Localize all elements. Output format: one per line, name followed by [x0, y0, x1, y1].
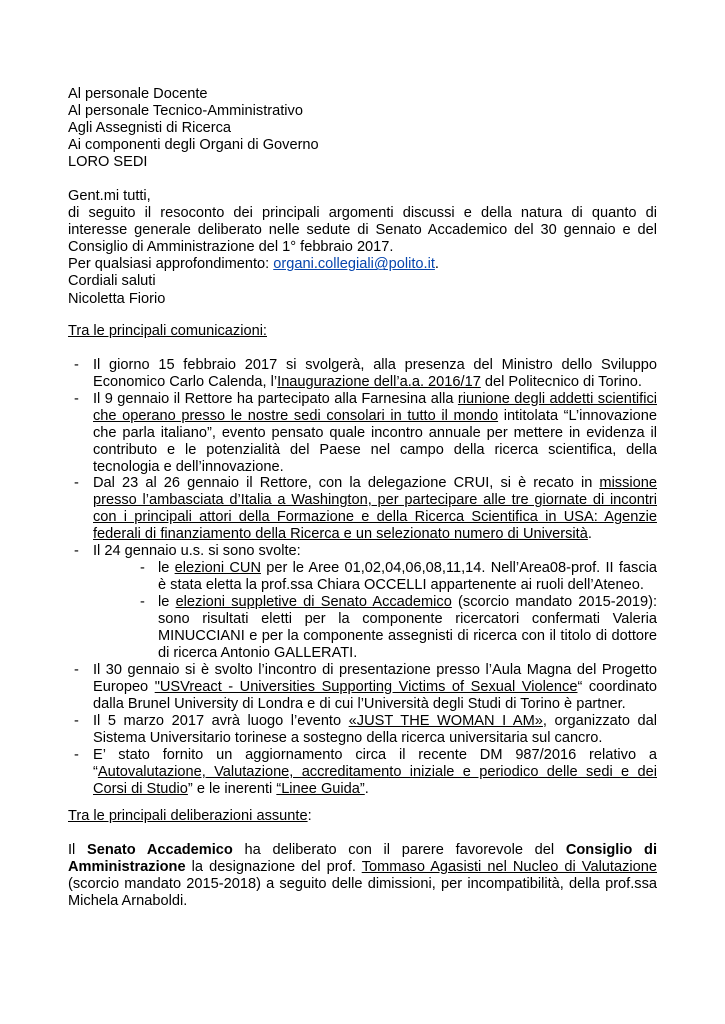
text-run-underlined: con i principali attori della Formazione e della Ricerca Scientifica in USA: Agenzie	[93, 509, 657, 526]
item-line: Il giorno 15 febbraio 2017 si svolgerà, alla presenza del Ministro dello Sviluppo	[93, 357, 657, 373]
bullet-dash: -	[74, 543, 79, 559]
contact-suffix: .	[434, 256, 439, 273]
intro-block	[68, 188, 657, 308]
text-run: “	[93, 764, 98, 781]
text-run-underlined: riunione degli addetti scientifici	[457, 391, 657, 407]
intro-line: di seguito il resoconto dei principali argomenti discussi e della natura di quanto di	[68, 205, 657, 222]
text-run: intitolata “L’innovazione	[498, 408, 657, 425]
final-paragraph	[68, 842, 657, 910]
intro-line: interesse generale deliberato nelle sedute di Senato Accademico del 30 gennaio e del	[68, 222, 657, 239]
item-line	[93, 679, 657, 696]
closing: Cordiali saluti	[68, 273, 156, 290]
paragraph-line: Michela Arnaboldi.	[68, 893, 188, 910]
delib-heading	[68, 808, 657, 825]
comms-heading	[68, 323, 657, 340]
bullet-dash: -	[74, 391, 79, 407]
list-item	[93, 357, 657, 391]
bullet-dash: -	[74, 747, 79, 763]
item-line: MINUCCIANI e per la componente assegnisti di ricerca con il titolo di dottore	[158, 628, 657, 645]
list-item	[93, 713, 657, 747]
list-item	[93, 391, 657, 476]
recipient-line: Al personale Docente	[68, 86, 208, 102]
delib-heading-text: Tra le principali deliberazioni assunte	[68, 808, 308, 824]
item-line	[93, 475, 657, 492]
sub-list-item	[158, 594, 657, 662]
recipient-line: LORO SEDI	[68, 154, 148, 171]
text-run: ” e le inerenti	[187, 781, 277, 798]
text-run-underlined: "USVreact - Universities Supporting Victims of Sexual Violence	[154, 679, 578, 696]
bullet-dash: -	[74, 713, 79, 729]
text-run-bold: Consiglio di	[565, 842, 657, 858]
contact-line	[68, 256, 657, 273]
bullet-dash: -	[74, 357, 79, 373]
item-line	[158, 560, 657, 577]
item-line: sono risultati eletti per la componente ricercatori confermati Valeria	[158, 611, 657, 628]
text-run: per le Aree 01,02,04,06,08,11,14. Nell’Area08-prof. II fascia	[261, 560, 657, 576]
contact-email-link[interactable]: organi.collegiali@polito.it	[273, 256, 435, 273]
intro-line: Consiglio di Amministrazione del 1° febbraio 2017.	[68, 239, 394, 256]
item-line: che parla italiano”, evento pensato quale incontro annuale per mettere in evidenza il	[93, 425, 657, 442]
paragraph-line: (scorcio mandato 2015-2018) a seguito delle dimissioni, per incompatibilità, della prof.ssa	[68, 876, 657, 893]
item-line: contributo e le potenzialità del Paese nel campo della ricerca scientifica, della	[93, 442, 657, 459]
item-line: di ricerca Antonio GALLERATI.	[158, 645, 358, 662]
list-item	[93, 662, 657, 713]
recipient-line: Ai componenti degli Organi di Governo	[68, 137, 319, 154]
text-run: Il 9 gennaio il Rettore ha partecipato alla Farnesina alla	[93, 391, 458, 407]
bullet-dash: -	[74, 662, 79, 678]
signature: Nicoletta Fiorio	[68, 290, 166, 307]
text-run-underlined: presso l’ambasciata d’Italia a Washington, per partecipare alle tre giornate di incontri	[93, 492, 657, 509]
text-run: .	[364, 781, 369, 798]
sub-bullet-dash: -	[140, 594, 145, 610]
item-line	[93, 408, 657, 425]
item-line: Sistema Universitario torinese a sostegno della ricerca universitaria sul cancro.	[93, 730, 603, 747]
text-run: Dal 23 al 26 gennaio il Rettore, con la delegazione CRUI, si è recato in	[93, 475, 600, 491]
text-run: Economico Carlo Calenda, l’	[93, 374, 278, 391]
text-run-bold: Senato Accademico	[87, 842, 233, 858]
sub-list-item	[158, 560, 657, 594]
item-line: è stata eletta la prof.ssa Chiara OCCELLI appartenente ai ruoli dell’Ateneo.	[158, 577, 644, 594]
item-line	[93, 764, 657, 781]
item-line: dalla Brunel University di Londra e di cui l’Università degli Studi di Torino è partner.	[93, 696, 626, 713]
text-run-bold: Amministrazione	[68, 859, 186, 876]
text-run: Il	[68, 842, 88, 858]
text-run-underlined: “Linee Guida”	[276, 781, 365, 798]
text-run-underlined: elezioni suppletive di Senato Accademico	[175, 594, 452, 610]
bullet-dash: -	[74, 475, 79, 491]
delib-heading-suffix: :	[307, 808, 312, 824]
item-line: tecnologia e dell’innovazione.	[93, 459, 284, 476]
text-run: .	[587, 526, 592, 543]
item-line: E’ stato fornito un aggiornamento circa il recente DM 987/2016 relativo a	[93, 747, 657, 763]
text-run-underlined: missione	[599, 475, 657, 491]
item-line: Il 24 gennaio u.s. si sono svolte:	[93, 543, 301, 559]
recipients-block	[68, 86, 657, 171]
item-line	[93, 492, 657, 509]
text-run: , organizzato dal	[542, 713, 657, 729]
text-run: la designazione del prof.	[185, 859, 362, 876]
text-run-underlined: Inaugurazione dell’a.a. 2016/17	[277, 374, 481, 391]
text-run: le	[158, 560, 175, 576]
recipient-line: Agli Assegnisti di Ricerca	[68, 120, 232, 137]
greeting: Gent.mi tutti,	[68, 188, 151, 204]
text-run: Il 5 marzo 2017 avrà luogo l’evento	[93, 713, 349, 729]
text-run: ha deliberato con il parere favorevole del	[232, 842, 566, 858]
list-item	[93, 543, 657, 560]
paragraph-line	[68, 842, 657, 859]
text-run-underlined: che operano presso le nostre sedi consolari in tutto il mondo	[93, 408, 499, 425]
text-run-underlined: Autovalutazione, Valutazione, accreditamento iniziale e periodico delle sedi e dei	[97, 764, 657, 781]
text-run-underlined: federali di finanziamento della Ricerca e un selezionato numero di Università	[93, 526, 588, 543]
text-run-underlined: Tommaso Agasisti nel Nucleo di Valutazione	[361, 859, 657, 876]
item-line	[93, 391, 657, 408]
comms-heading-text: Tra le principali comunicazioni:	[68, 323, 267, 339]
text-run-underlined: Corsi di Studio	[93, 781, 188, 798]
item-line	[93, 713, 657, 730]
text-run: del Politecnico di Torino.	[480, 374, 642, 391]
recipient-line: Al personale Tecnico-Amministrativo	[68, 103, 303, 120]
text-run-underlined: «JUST THE WOMAN I AM»	[348, 713, 543, 729]
contact-prefix: Per qualsiasi approfondimento:	[68, 256, 274, 273]
text-run: le	[158, 594, 176, 610]
text-run: (scorcio mandato 2015-2019):	[451, 594, 658, 610]
item-line	[93, 509, 657, 526]
item-line	[93, 374, 657, 391]
item-line: Il 30 gennaio si è svolto l’incontro di presentazione presso l’Aula Magna del Progetto	[93, 662, 657, 678]
text-run-underlined: elezioni CUN	[174, 560, 261, 576]
item-line	[93, 781, 657, 798]
item-line	[93, 526, 657, 543]
text-run: Europeo	[93, 679, 155, 696]
list-item	[93, 747, 657, 798]
paragraph-line	[68, 859, 657, 876]
list-item	[93, 475, 657, 543]
text-run: “ coordinato	[577, 679, 657, 696]
sub-bullet-dash: -	[140, 560, 145, 576]
item-line	[158, 594, 657, 611]
